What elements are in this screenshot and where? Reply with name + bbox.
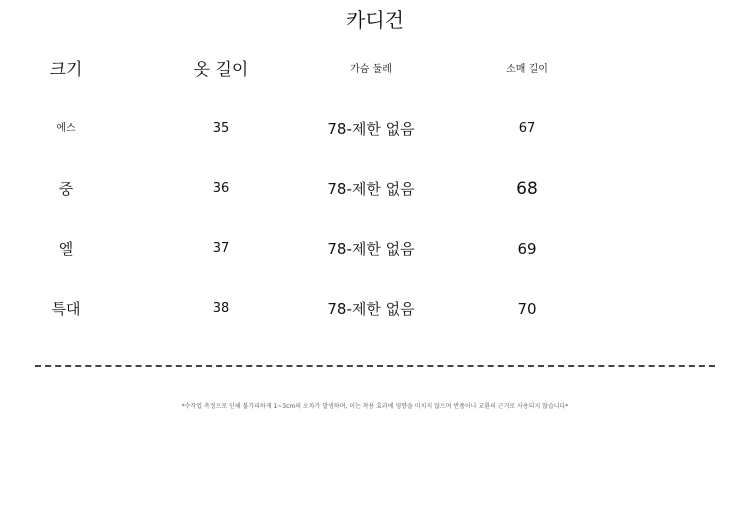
cell-length-s: 35 [212, 121, 230, 136]
cell-chest-m: 78-제한 없음 [327, 180, 415, 198]
cell-size-s: 에스 [56, 123, 76, 134]
header-sleeve: 소매 길이 [506, 64, 548, 75]
cell-chest-s: 78-제한 없음 [327, 120, 415, 138]
cell-chest-l: 78-제한 없음 [327, 240, 415, 258]
cell-sleeve-s: 67 [518, 121, 536, 136]
cell-sleeve-xl: 70 [517, 300, 537, 318]
page-title: 카디건 [346, 8, 404, 32]
cell-length-l: 37 [212, 241, 230, 256]
cell-size-xl: 특대 [51, 300, 81, 318]
cell-size-l: 엘 [58, 240, 74, 258]
cell-length-xl: 38 [212, 301, 230, 316]
header-size: 크기 [49, 60, 83, 80]
header-length: 옷 길이 [193, 60, 249, 80]
cell-chest-xl: 78-제한 없음 [327, 300, 415, 318]
cell-sleeve-m: 68 [516, 179, 538, 199]
measurement-note: *수작업 측정으로 인해 불가피하게 1~3cm의 오차가 발생하며, 이는 착용 효과에 영향을 미치지 않으며 반품이나 교환의 근거로 사용되지 않습니다* [181, 403, 569, 410]
dashed-divider [35, 365, 715, 367]
cell-length-m: 36 [212, 181, 230, 196]
header-chest: 가슴 둘레 [350, 64, 392, 75]
cell-size-m: 중 [58, 180, 74, 198]
cell-sleeve-l: 69 [517, 240, 537, 258]
